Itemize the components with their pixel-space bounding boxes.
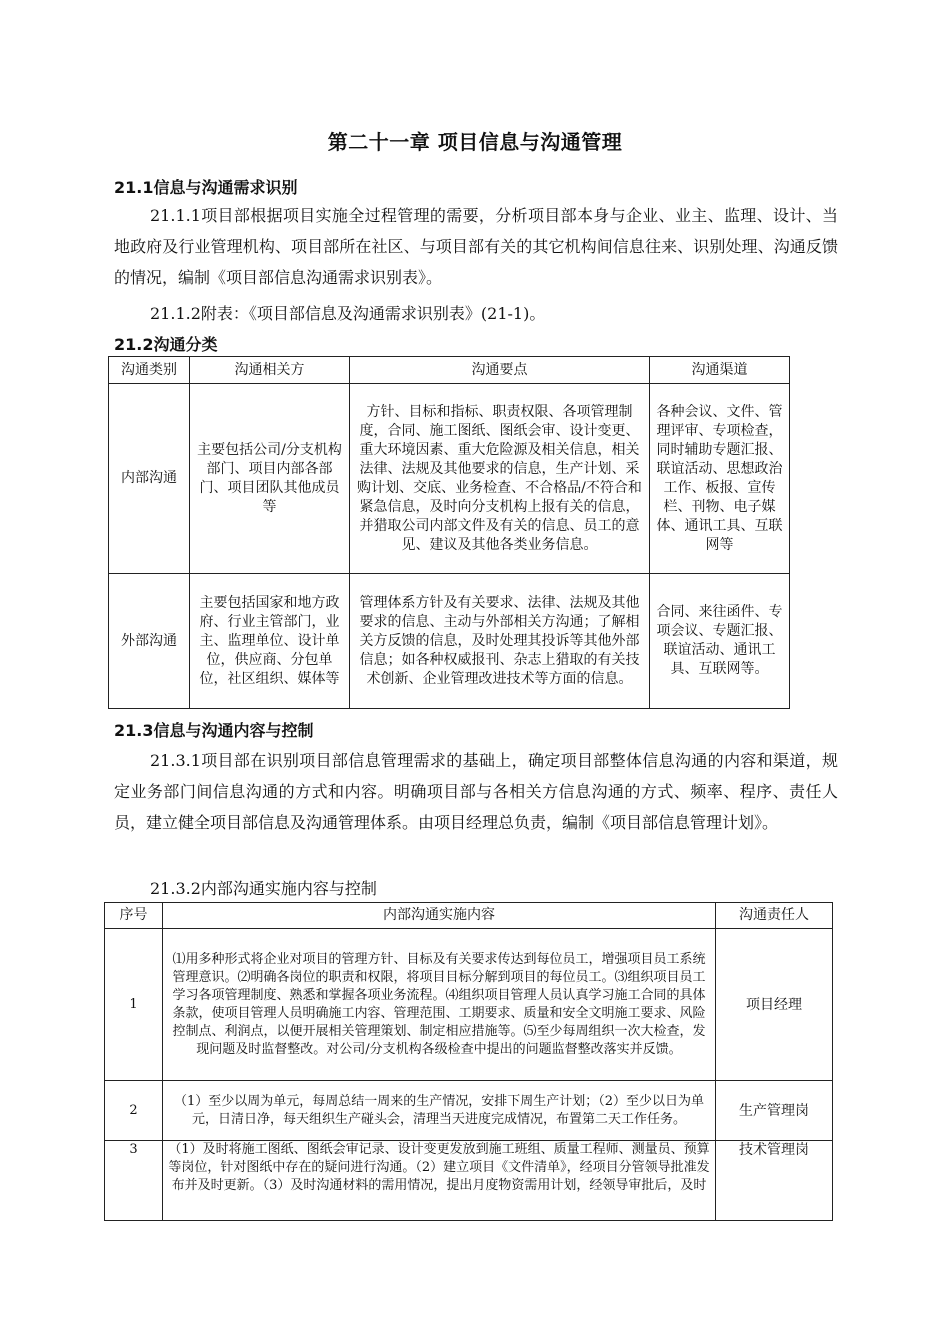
communication-category-table (108, 356, 790, 709)
content-cell (163, 1141, 716, 1221)
table-row (109, 384, 790, 574)
paragraph-21-1-2: 21.1.2附表：《项目部信息及沟通需求识别表》(21-1)。 (150, 304, 546, 323)
content-text: （1）及时将施工图纸、图纸会审记录、设计变更发放到施工班组、质量工程师、测量员、预算等岗位，针对图纸中存在的疑问进行沟通。（2）建立项目《文件清单》，经项目分管领导批准发布并及时更新。（3）及时沟通材料的需用情况，提出月度物资需用计划，经领导审批后，及时 (168, 1142, 710, 1193)
category-cell: 内部沟通 (109, 384, 190, 574)
owner-cell: 项目经理 (716, 929, 833, 1081)
row-number: 2 (105, 1081, 163, 1141)
table-row (105, 1141, 833, 1221)
channels-cell: 各种会议、文件、管理评审、专项检查，同时辅助专题汇报、联谊活动、思想政治工作、板报、宣传栏、刊物、电子媒体、通讯工具、互联网等 (650, 384, 790, 574)
header-points: 沟通要点 (350, 357, 650, 384)
section-heading-21-1: 21.1信息与沟通需求识别 (114, 178, 298, 197)
owner-cell: 技术管理岗 (716, 1141, 833, 1221)
section-heading-21-3: 21.3信息与沟通内容与控制 (114, 721, 314, 740)
table-row (105, 1081, 833, 1141)
paragraph-21-1-1: 21.1.1项目部根据项目实施全过程管理的需要，分析项目部本身与企业、业主、监理、设计、当地政府及行业管理机构、项目部所在社区、与项目部有关的其它机构间信息往来、识别处理、沟通反馈的情况，编制《项目部信息沟通需求识别表》。 (114, 206, 838, 287)
row-number: 3 (105, 1141, 163, 1221)
row-number: 1 (105, 929, 163, 1081)
header-content: 内部沟通实施内容 (163, 903, 716, 929)
header-category: 沟通类别 (109, 357, 190, 384)
header-parties: 沟通相关方 (190, 357, 350, 384)
owner-cell: 生产管理岗 (716, 1081, 833, 1141)
content-cell: ⑴用多种形式将企业对项目的管理方针、目标及有关要求传达到每位员工，增强项目员工系统管理意识。⑵明确各岗位的职责和权限，将项目目标分解到项目的每位员工。⑶组织项目员工学习各项管理制度、熟悉和掌握各项业务流程。⑷组织项目管理人员认真学习施工合同的具体条款，使项目管理人员明确施工内容、管理范围、工期要求、质量和安全文明施工要求、风险控制点、利润点，以便开展相关管理策划、制定相应措施等。⑸至少每周组织一次大检查，发现问题及时监督整改。对公司/分支机构各级检查中提出的问题监督整改落实并反馈。 (163, 929, 716, 1081)
table-row (105, 929, 833, 1081)
header-owner: 沟通责任人 (716, 903, 833, 929)
parties-cell: 主要包括公司/分支机构部门、项目内部各部门、项目团队其他成员等 (190, 384, 350, 574)
table-row (109, 574, 790, 709)
points-cell: 管理体系方针及有关要求、法律、法规及其他要求的信息、主动与外部相关方沟通；了解相关方反馈的信息，及时处理其投诉等其他外部信息；如各种权威报刊、杂志上猎取的有关技术创新、企业管理改进技术等方面的信息。 (350, 574, 650, 709)
parties-cell: 主要包括国家和地方政府、行业主管部门，业主、监理单位、设计单位，供应商、分包单位，社区组织、媒体等 (190, 574, 350, 709)
header-no: 序号 (105, 903, 163, 929)
content-cell: （1）至少以周为单元，每周总结一周来的生产情况，安排下周生产计划；（2）至少以日为单元，日清日净，每天组织生产碰头会，清理当天进度完成情况，布置第二天工作任务。 (163, 1081, 716, 1141)
channels-cell: 合同、来往函件、专项会议、专题汇报、联谊活动、通讯工具、互联网等。 (650, 574, 790, 709)
header-channels: 沟通渠道 (650, 357, 790, 384)
category-cell: 外部沟通 (109, 574, 190, 709)
points-cell: 方针、目标和指标、职责权限、各项管理制度，合同、施工图纸、图纸会审、设计变更、重大环境因素、重大危险源及相关信息，相关法律、法规及其他要求的信息，生产计划、采购计划、交底、业务检查、不合格品/不符合和紧急信息，及时向分支机构上报有关的信息，并猎取公司内部文件及有关的信息、员工的意见、建议及其他各类业务信息。 (350, 384, 650, 574)
paragraph-21-3-1: 21.3.1项目部在识别项目部信息管理需求的基础上，确定项目部整体信息沟通的内容和渠道，规定业务部门间信息沟通的方式和内容。明确项目部与各相关方信息沟通的方式、频率、程序、责任人员，建立健全项目部信息及沟通管理体系。由项目经理总负责，编制《项目部信息管理计划》。 (114, 751, 838, 832)
paragraph-21-3-2: 21.3.2内部沟通实施内容与控制 (150, 879, 377, 898)
section-heading-21-2: 21.2沟通分类 (114, 335, 218, 354)
internal-communication-table (104, 902, 833, 1221)
chapter-title: 第二十一章 项目信息与沟通管理 (327, 130, 623, 154)
